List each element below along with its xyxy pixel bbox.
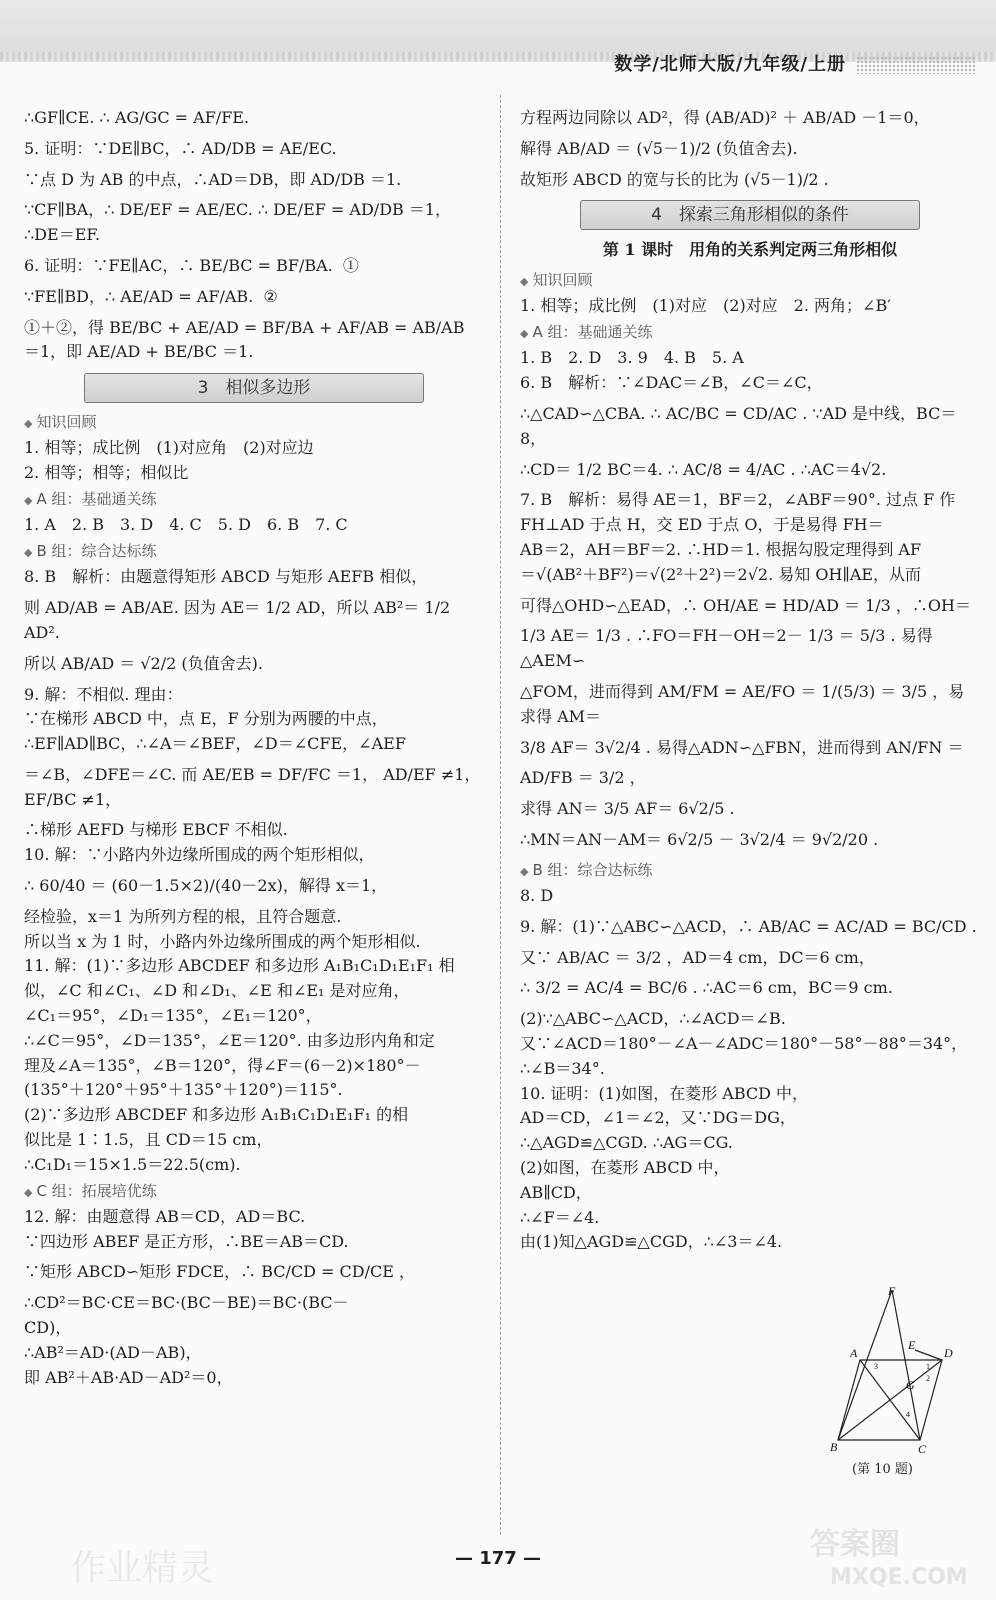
text-line: ∵在梯形 ABCD 中，点 E，F 分别为两腰的中点， bbox=[24, 709, 388, 729]
text-line: 由(1)知△AGD≌△CGD，∴∠3＝∠4. bbox=[520, 1232, 783, 1252]
header-band bbox=[0, 0, 996, 60]
text-line: 9. 解：不相似. 理由： bbox=[24, 684, 183, 704]
label-angle-3: 3 bbox=[874, 1362, 878, 1371]
text-line: AB∥CD， bbox=[520, 1182, 592, 1202]
text-line: ∴△CAD∽△CBA. ∴ AC/BC = CD/AC . ∵AD 是中线，BC＝8， bbox=[520, 404, 957, 448]
text-line: 1. A 2. B 3. D 4. C 5. D 6. B 7. C bbox=[24, 515, 348, 535]
text-line: 6. 证明：∵FE∥AC，∴ BE/BC = BF/BA. ① bbox=[24, 255, 359, 275]
label-f: F bbox=[888, 1285, 896, 1298]
text-line: 可得△OHD∽△EAD，∴ OH/AE = HD/AD ＝ 1/3 ，∴OH＝ bbox=[520, 595, 971, 615]
text-line: 求得 AN＝ 3/5 AF＝ 6√2/5 . bbox=[520, 799, 735, 819]
text-line: ∴△AGD≌△CGD. ∴AG＝CG. bbox=[520, 1133, 733, 1153]
text-line: 10. 解：∵小路内外边缘所围成的两个矩形相似， bbox=[24, 845, 375, 865]
watermark-logo-url: MXQE.COM bbox=[830, 1565, 968, 1590]
text-line: 1. B 2. D 3. 9 4. B 5. A bbox=[520, 348, 744, 368]
text-line: ∵点 D 为 AB 的中点，∴AD＝DB，即 AD/DB ＝1. bbox=[24, 169, 402, 189]
text-line: ∠C₁＝95°，∠D₁＝135°，∠E₁＝120°， bbox=[24, 1006, 322, 1026]
text-line: 1. 相等；成比例 (1)对应角 (2)对应边 bbox=[24, 438, 314, 458]
figure-caption: (第 10 题) bbox=[852, 1462, 913, 1477]
text-line: ∴梯形 AEFD 与梯形 EBCF 不相似. bbox=[24, 820, 288, 840]
text-line: 似，∠C 和∠C₁、∠D 和∠D₁、∠E 和∠E₁ 是对应角， bbox=[24, 981, 410, 1001]
text-line: AD＝CD，∠1＝∠2，又∵DG＝DG， bbox=[520, 1108, 796, 1128]
text-line: 6. B 解析：∵∠DAC＝∠B，∠C＝∠C， bbox=[520, 373, 823, 393]
label-angle-2: 2 bbox=[926, 1374, 930, 1383]
label-e: E bbox=[908, 1338, 916, 1352]
watermark-logo-text: 答案圈 bbox=[810, 1527, 900, 1562]
page-number: — 177 — bbox=[454, 1548, 542, 1569]
text-line: ∴∠B＝34°. bbox=[520, 1058, 605, 1078]
text-line: 又∵∠ACD＝180°－∠A－∠ADC＝180°－58°－88°＝34°， bbox=[520, 1034, 968, 1054]
text-line: △FOM，进而得到 AM/FM = AE/FO ＝ 1/(5/3) ＝ 3/5 ，易求得 AM＝ bbox=[520, 682, 965, 726]
text-line: ＝∠B，∠DFE＝∠C. 而 AE/EB = DF/FC ＝1， AD/EF ≠1， EF/BC ≠1， bbox=[24, 764, 486, 809]
text-line: ∴ 60/40 ＝ (60－1.5×2)/(40－2x)，解得 x＝1， bbox=[24, 876, 388, 896]
text-line: ∵矩形 ABCD∽矩形 FDCE，∴ BC/CD = CD/CE ， bbox=[24, 1262, 416, 1282]
text-line: 10. 证明：(1)如图，在菱形 ABCD 中， bbox=[520, 1083, 809, 1103]
label-angle-4: 4 bbox=[906, 1410, 910, 1419]
subsection-heading: ◆ C 组：拓展培优练 bbox=[24, 1180, 484, 1203]
text-line: ∴ 3/2 = AC/4 = BC/6 . ∴AC＝6 cm，BC＝9 cm. bbox=[520, 978, 893, 998]
left-column bbox=[24, 100, 484, 1390]
text-line: 故矩形 ABCD 的宽与长的比为 (√5－1)/2 . bbox=[520, 169, 829, 189]
label-c: C bbox=[918, 1442, 927, 1455]
text-line: AB＝2，AH＝BF＝2. ∴HD＝1. 根据勾股定理得到 AF bbox=[520, 540, 922, 560]
subsection-heading: ◆ 知识回顾 bbox=[24, 411, 484, 434]
text-line: 理及∠A＝135°，∠B＝120°，得∠F＝(6－2)×180°－ bbox=[24, 1055, 421, 1075]
text-line: 8. D bbox=[520, 886, 554, 906]
lesson-title: 第 1 课时 用角的关系判定两三角形相似 bbox=[602, 240, 898, 260]
text-line: (135°＋120°＋95°＋135°＋120°)＝115°. bbox=[24, 1080, 343, 1100]
text-line: 3/8 AF＝ 3√2/4 . 易得△ADN∽△FBN，进而得到 AN/FN ＝ bbox=[520, 737, 964, 757]
text-line: ＝√(AB²＋BF²)＝√(2²＋2²)＝2√2. 易知 OH∥AE，从而 bbox=[520, 564, 922, 584]
text-line: (2)∵多边形 ABCDEF 和多边形 A₁B₁C₁D₁E₁F₁ 的相 bbox=[24, 1105, 409, 1125]
text-line: AD/FB ＝ 3/2 ， bbox=[520, 768, 646, 788]
text-line: ∴MN＝AN－AM＝ 6√2/5 － 3√2/4 ＝ 9√2/20 . bbox=[520, 830, 879, 850]
label-g: G bbox=[906, 1378, 915, 1392]
label-angle-1: 1 bbox=[926, 1362, 930, 1371]
text-line: ∵四边形 ABEF 是正方形，∴BE＝AB＝CD. bbox=[24, 1231, 349, 1251]
text-line: 所以 AB/AD ＝ √2/2 (负值舍去). bbox=[24, 653, 263, 673]
text-line: ①＋②，得 BE/BC + AE/AD = BF/BA + AF/AB = AB/AB ＝1，即 AE/AD + BE/BC ＝1. bbox=[24, 317, 470, 362]
segment-ed bbox=[915, 1350, 942, 1360]
header-strip bbox=[0, 52, 996, 62]
text-line: 7. B 解析：易得 AE＝1，BF＝2，∠ABF＝90°. 过点 F 作 bbox=[520, 490, 956, 510]
segment-bf bbox=[838, 1290, 892, 1440]
text-line: ∵CF∥BA，∴ DE/EF = AE/EC. ∴ DE/EF = AD/DB ＝1，∴DE＝EF. bbox=[24, 200, 452, 245]
subsection-heading: ◆ A 组：基础通关练 bbox=[24, 488, 484, 511]
text-line: ∴GF∥CE. ∴ AG/GC = AF/FE. bbox=[24, 108, 250, 127]
text-line: 2. 相等；相等；相似比 bbox=[24, 463, 189, 483]
label-d: D bbox=[944, 1346, 953, 1360]
diagonal-bd bbox=[838, 1360, 942, 1440]
text-line: 11. 解：(1)∵多边形 ABCDEF 和多边形 A₁B₁C₁D₁E₁F₁ 相 bbox=[24, 956, 455, 976]
text-line: 方程两边同除以 AD²，得 (AB/AD)² ＋ AB/AD －1＝0， bbox=[520, 108, 930, 127]
text-line: 9. 解：(1)∵△ABC∽△ACD，∴ AB/AC = AC/AD = BC/CD . bbox=[520, 916, 977, 936]
text-line: 1/3 AE＝ 1/3 . ∴FO＝FH－OH＝2－ 1/3 ＝ 5/3 . 易得△AEM∽ bbox=[520, 626, 933, 671]
rhombus-figure bbox=[830, 1285, 960, 1455]
header-title: 数学/北师大版/九年级/上册 bbox=[614, 54, 846, 75]
text-line: 则 AD/AB = AB/AE. 因为 AE＝ 1/2 AD，所以 AB²＝ 1/2 AD². bbox=[24, 598, 456, 642]
text-line: FH⊥AD 于点 H，交 ED 于点 O，于是易得 FH＝ bbox=[520, 515, 884, 535]
section-title: 3 相似多边形 bbox=[84, 373, 424, 403]
text-line: ∴CD²＝BC·CE＝BC·(BC－BE)＝BC·(BC－ bbox=[24, 1293, 349, 1313]
text-line: 所以当 x 为 1 时，小路内外边缘所围成的两个矩形相似. bbox=[24, 931, 421, 951]
text-line: ∴CD＝ 1/2 BC＝4. ∴ AC/8 = 4/AC . ∴AC＝4√2. bbox=[520, 459, 887, 479]
text-line: (2)∵△ABC∽△ACD，∴∠ACD＝∠B. bbox=[520, 1009, 786, 1029]
subsection-heading: ◆ B 组：综合达标练 bbox=[24, 540, 484, 563]
text-line: 1. 相等；成比例 (1)对应 (2)对应 2. 两角；∠B′ bbox=[520, 296, 891, 316]
text-line: 解得 AB/AD ＝ (√5－1)/2 (负值舍去). bbox=[520, 138, 798, 158]
text-line: 即 AB²＋AB·AD－AD²＝0， bbox=[24, 1367, 233, 1387]
text-line: 8. B 解析：由题意得矩形 ABCD 与矩形 AEFB 相似， bbox=[24, 567, 428, 587]
subsection-heading: ◆ A 组：基础通关练 bbox=[520, 321, 980, 344]
text-line: 经检验，x＝1 为所列方程的根，且符合题意. bbox=[24, 906, 342, 926]
text-line: ∴∠F＝∠4. bbox=[520, 1207, 600, 1227]
text-line: ∴EF∥AD∥BC，∴∠A＝∠BEF，∠D＝∠CFE，∠AEF bbox=[24, 734, 406, 754]
watermark-logo bbox=[800, 1520, 990, 1590]
text-line: ∵FE∥BD，∴ AE/AD = AF/AB. ② bbox=[24, 286, 278, 306]
text-line: ∴C₁D₁＝15×1.5＝22.5(cm). bbox=[24, 1154, 241, 1174]
watermark-zuoye: 作业精灵 bbox=[70, 1548, 215, 1589]
text-line: 似比是 1∶1.5，且 CD＝15 cm， bbox=[24, 1130, 273, 1150]
label-b: B bbox=[830, 1440, 838, 1454]
subsection-heading: ◆ 知识回顾 bbox=[520, 269, 980, 292]
header-dot-pattern bbox=[856, 56, 976, 74]
text-line: 5. 证明：∵DE∥BC，∴ AD/DB = AE/EC. bbox=[24, 138, 337, 158]
right-column bbox=[520, 100, 980, 1255]
text-line: 又∵ AB/AC ＝ 3/2 ，AD＝4 cm，DC＝6 cm， bbox=[520, 947, 875, 967]
text-line: CD)， bbox=[24, 1318, 72, 1338]
label-a: A bbox=[850, 1346, 858, 1360]
text-line: 12. 解：由题意得 AB＝CD，AD＝BC. bbox=[24, 1206, 306, 1226]
section-title: 4 探索三角形相似的条件 bbox=[580, 200, 920, 230]
column-divider bbox=[500, 95, 501, 1535]
text-line: ∴∠C＝95°，∠D＝135°，∠E＝120°. 由多边形内角和定 bbox=[24, 1030, 435, 1050]
text-line: (2)如图，在菱形 ABCD 中， bbox=[520, 1158, 730, 1178]
subsection-heading: ◆ B 组：综合达标练 bbox=[520, 859, 980, 882]
text-line: ∴AB²＝AD·(AD－AB)， bbox=[24, 1342, 202, 1362]
